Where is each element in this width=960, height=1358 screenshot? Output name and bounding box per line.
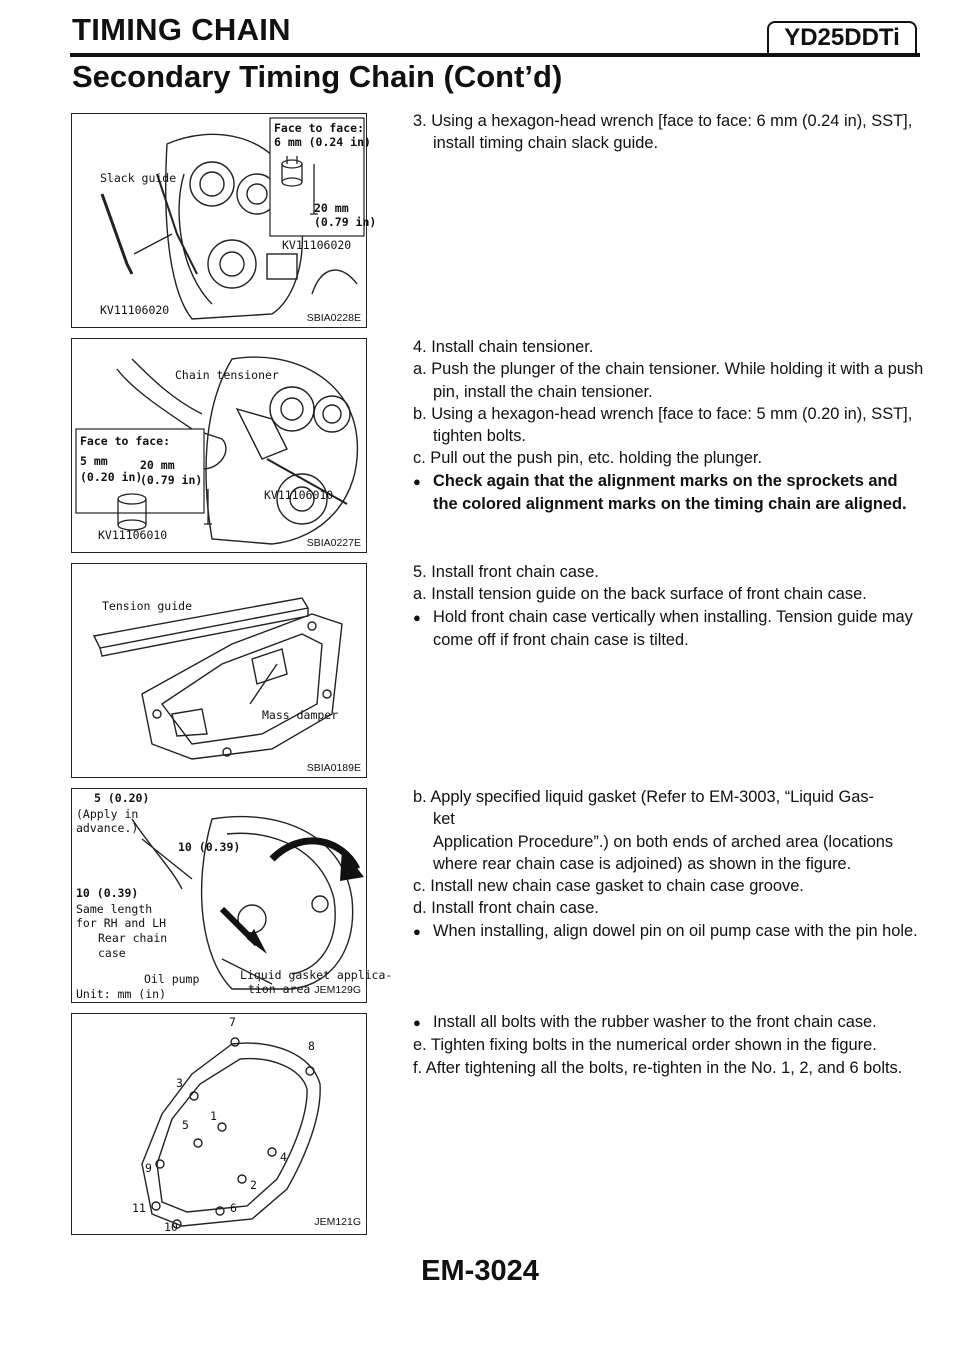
bolt-number: 2 [250,1178,257,1192]
figure-label: tion area [248,982,311,996]
bullet-icon: ● [413,473,421,489]
bolt-number: 10 [164,1220,178,1234]
model-badge: YD25DDTi [767,21,917,53]
note-text: When installing, align dowel pin on oil pump case with the pin hole. [433,921,918,940]
step-line: b. Apply specified liquid gasket (Refer to EM-3003, “Liquid Gas- [413,788,874,806]
figure-label: 5 (0.20) [94,791,150,805]
note-item [413,606,925,652]
note-text: Hold front chain case vertically when installing. Tension guide may come off if front chain case is tilted. [433,607,913,649]
figure-label: Unit: mm (in) [76,987,167,1001]
step-line: 5. Install front chain case. [413,563,599,581]
figure-label: Face to face: [274,121,365,135]
bolt-number: 11 [132,1201,146,1215]
figure-bolt-order [71,1013,367,1235]
note-item [413,920,925,943]
bullet-icon: ● [413,923,421,939]
bullet-icon: ● [413,1015,421,1030]
caution-text: Check again that the alignment marks on the sprockets and the colored alignment marks on the timing chain are aligned. [433,471,907,514]
header-rule [70,53,920,57]
figure-label: 20 mm [314,201,349,215]
figure-label: (Apply in [76,807,139,821]
note-item [413,1011,925,1034]
figure-label: KV11106010 [264,488,334,502]
step-line: 4. Install chain tensioner. [413,338,594,356]
figure-liquid-gasket [71,788,393,1003]
figure-label: (0.79 in) [314,215,377,229]
figure-label: Mass damper [262,708,339,722]
subsection-title: Secondary Timing Chain (Cont’d) [72,59,563,94]
figure-code: SBIA0228E [306,312,361,324]
bolt-number: 8 [308,1039,315,1053]
step-5b-text [413,786,925,943]
figure-code: SBIA0227E [306,537,361,549]
bullet-icon: ● [413,609,421,625]
figure-code: SBIA0189E [306,762,361,774]
figure-label: for RH and LH [76,916,167,930]
bolt-number: 9 [145,1161,152,1175]
figure-label: 6 mm (0.24 in) [274,135,371,149]
step-line: Application Procedure”.) on both ends of arched area (locations where rear chain case is adjoined) as shown in the figure. [433,832,894,873]
step-line: b. Using a hexagon-head wrench [face to face: 5 mm (0.20 in), SST], tighten bolts. [413,404,913,446]
bolt-number: 3 [176,1076,183,1090]
bolt-number: 4 [280,1150,287,1164]
step-line: a. Push the plunger of the chain tensioner. While holding it with a push pin, install the chain tensioner. [413,360,924,401]
figure-label: KV11106020 [100,303,170,317]
figure-label: Face to face: [80,434,171,448]
figure-label: (0.79 in) [140,473,203,487]
figure-label: case [98,946,126,960]
step-line: a. Install tension guide on the back surface of front chain case. [413,585,867,604]
figure-label: KV11106020 [282,238,352,252]
figure-label: 10 (0.39) [76,886,139,900]
figure-label: 20 mm [140,458,175,472]
section-title: TIMING CHAIN [72,12,291,47]
figure-label: Rear chain [98,931,168,945]
step-line: c. Pull out the push pin, etc. holding the plunger. [413,449,762,468]
figure-label: Slack guide [100,171,177,185]
figure-label: Liquid gasket applica- [240,968,393,982]
step-line: c. Install new chain case gasket to chain case groove. [413,877,804,896]
bolt-number: 7 [229,1015,236,1029]
figure-label: 10 (0.39) [178,840,241,854]
note-text: Install all bolts with the rubber washer to the front chain case. [433,1013,877,1031]
step-line: d. Install front chain case. [413,899,599,918]
figure-tension-guide [71,563,367,778]
figure-label: KV11106010 [98,528,168,542]
step-5-text [413,561,925,651]
figure-label: (0.20 in) [80,470,143,484]
caution-item [413,470,925,516]
step-line: ket [433,810,455,829]
page-number: EM-3024 [421,1255,539,1287]
figure-label: 5 mm [80,454,108,468]
figure-slack-guide [71,113,377,328]
figure-label: Tension guide [102,599,193,613]
step-line: 3. Using a hexagon-head wrench [face to face: 6 mm (0.24 in), SST], install timing chain slack guide. [413,112,913,153]
step-3-text [413,110,925,155]
figure-label: Chain tensioner [175,368,279,382]
figure-chain-tensioner [71,338,367,553]
figure-bolt-order-drawing [72,1014,368,1236]
figure-code: JEM121G [314,1216,361,1228]
step-line: e. Tighten fixing bolts in the numerical order shown in the figure. [413,1036,877,1055]
step-line: f. After tightening all the bolts, re-tighten in the No. 1, 2, and 6 bolts. [413,1058,903,1077]
figure-tension-guide-drawing [72,564,368,779]
step-4-text [413,336,925,515]
bolt-number: 5 [182,1118,189,1132]
figure-code: JEM129G [314,984,361,996]
figure-label: Same length [76,902,153,916]
step-5e-text [413,1011,925,1079]
bolt-number: 1 [210,1109,217,1123]
bolt-number: 6 [230,1201,237,1215]
figure-label: advance.) [76,821,139,835]
figure-label: Oil pump [144,972,200,986]
